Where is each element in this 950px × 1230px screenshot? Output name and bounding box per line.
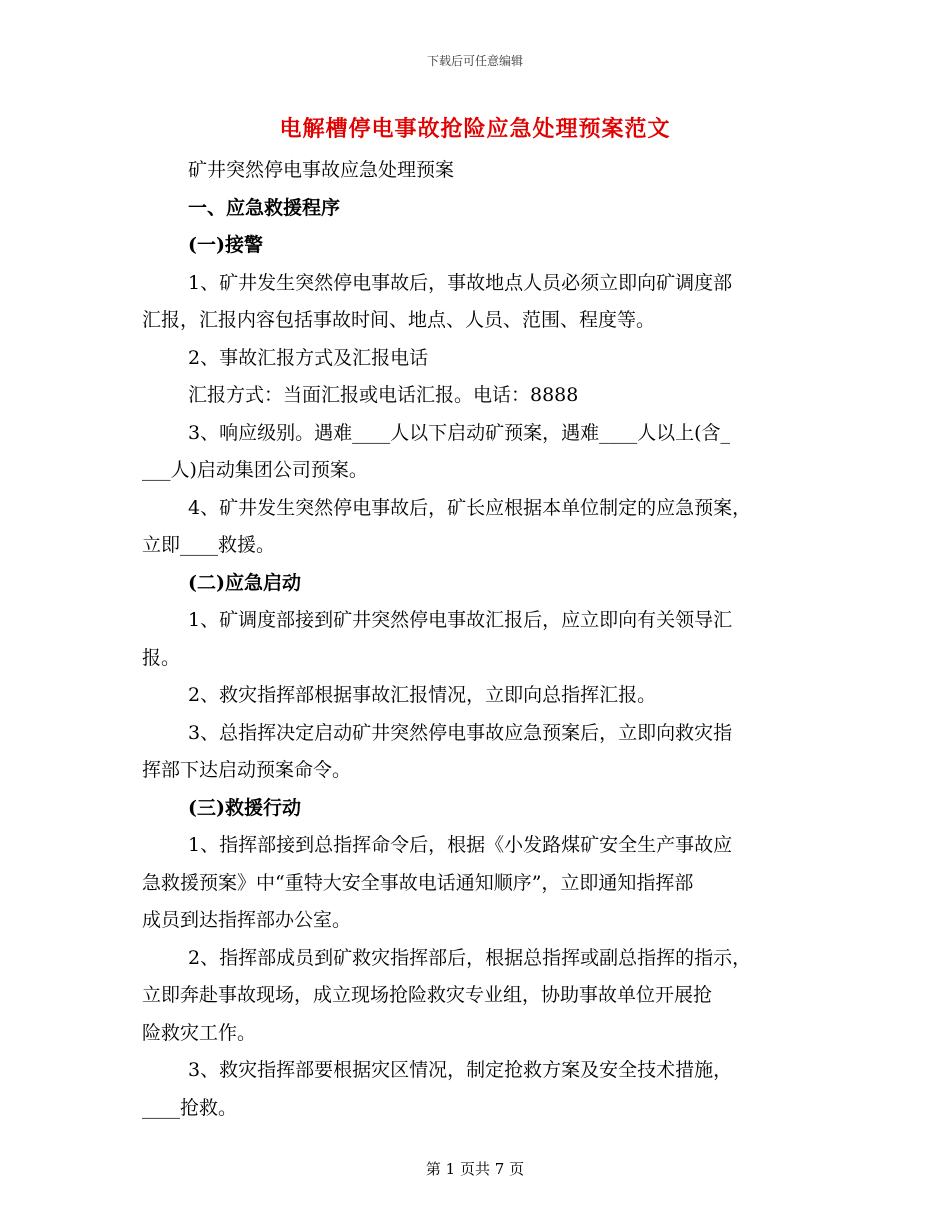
section-heading: 一、应急救援程序 <box>188 196 341 219</box>
paragraph-line: 汇报，汇报内容包括事故时间、地点、人员、范围、程度等。 <box>142 309 656 331</box>
document-title: 电解槽停电事故抢险应急处理预案范文 <box>279 116 671 142</box>
subsection-heading: (一)接警 <box>188 234 263 256</box>
paragraph-line: 1、矿井发生突然停电事故后，事故地点人员必须立即向矿调度部 <box>188 271 733 294</box>
paragraph-line: ____抢救。 <box>142 1096 238 1119</box>
paragraph-line: 1、指挥部接到总指挥命令后，根据《小发路煤矿安全生产事故应 <box>188 834 733 856</box>
subsection-heading: (二)应急启动 <box>188 571 301 594</box>
paragraph-line: 2、救灾指挥部根据事故汇报情况，立即向总指挥汇报。 <box>188 684 657 706</box>
paragraph-line: 2、事故汇报方式及汇报电话 <box>188 346 429 369</box>
paragraph-line: 报。 <box>142 646 181 669</box>
paragraph-line: 汇报方式：当面汇报或电话汇报。电话：8888 <box>188 384 579 406</box>
paragraph-line: 4、矿井发生突然停电事故后，矿长应根据本单位制定的应急预案， <box>188 496 752 519</box>
paragraph-line: 急救援预案》中“重特大安全事故电话通知顺序”，立即通知指挥部 <box>142 871 694 894</box>
paragraph-line: 3、响应级别。遇难____人以下启动矿预案，遇难____人以上(含_ <box>188 421 731 444</box>
paragraph-line: ___人)启动集团公司预案。 <box>142 459 368 481</box>
subsection-heading: (三)救援行动 <box>188 796 301 819</box>
paragraph-line: 立即____救援。 <box>142 534 276 556</box>
page-number: 第 1 页共 7 页 <box>425 1160 525 1178</box>
subtitle: 矿井突然停电事故应急处理预案 <box>188 159 455 181</box>
paragraph-line: 3、总指挥决定启动矿井突然停电事故应急预案后，立即向救灾指 <box>188 721 733 744</box>
paragraph-line: 2、指挥部成员到矿救灾指挥部后，根据总指挥或副总指挥的指示， <box>188 946 752 969</box>
paragraph-line: 险救灾工作。 <box>142 1021 257 1044</box>
paragraph-line: 挥部下达启动预案命令。 <box>142 759 352 781</box>
document-body <box>142 152 822 1127</box>
paragraph-line: 成员到达指挥部办公室。 <box>142 909 352 931</box>
paragraph-line: 1、矿调度部接到矿井突然停电事故汇报后，应立即向有关领导汇 <box>188 609 733 631</box>
page-header: 下载后可任意编辑 <box>426 54 523 68</box>
paragraph-line: 3、救灾指挥部要根据灾区情况，制定抢救方案及安全技术措施， <box>188 1059 733 1081</box>
paragraph-line: 立即奔赴事故现场，成立现场抢险救灾专业组，协助事故单位开展抢 <box>142 984 713 1006</box>
